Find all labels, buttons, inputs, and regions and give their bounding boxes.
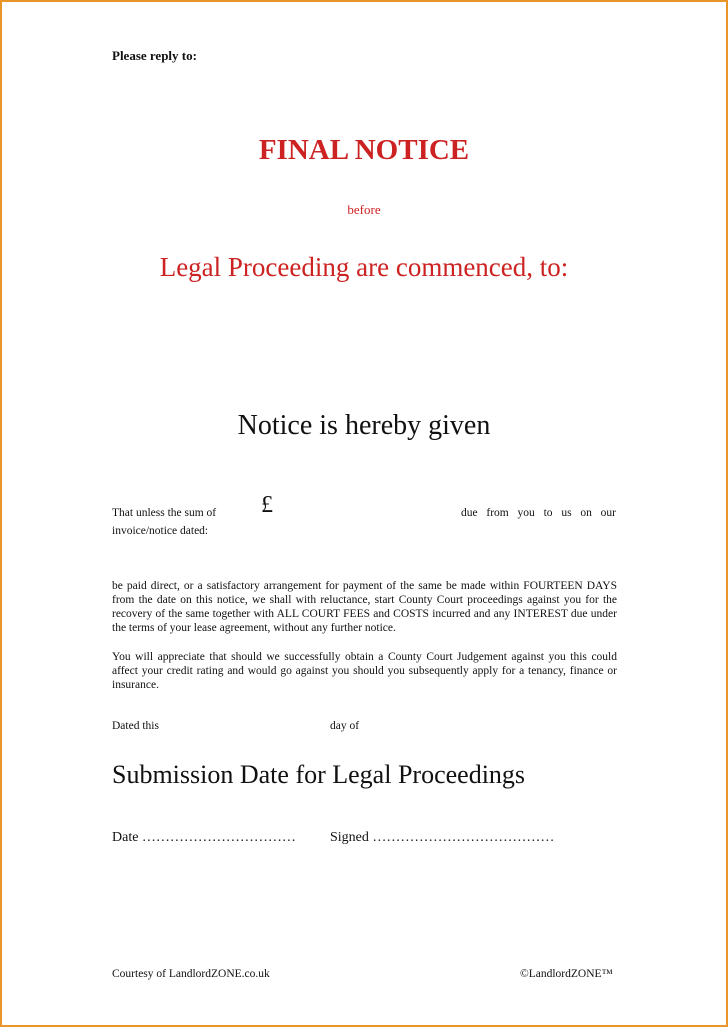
signed-field: Signed …………………………………	[330, 830, 555, 845]
reply-to-label: Please reply to:	[112, 48, 197, 63]
notice-heading: Notice is hereby given	[237, 410, 491, 441]
legal-proceedings-subtitle: Legal Proceeding are commenced, to:	[159, 252, 569, 282]
day-of-label: day of	[330, 720, 360, 732]
sum-label: That unless the sum of	[112, 507, 217, 519]
invoice-text: invoice/notice dated:	[112, 525, 209, 537]
final-notice-title: FINAL NOTICE	[258, 134, 470, 166]
copyright-footer: ©LandlordZONE™	[520, 968, 613, 980]
due-text: due from you to us on our	[461, 507, 616, 519]
dated-this-label: Dated this	[112, 720, 159, 732]
before-text: before	[347, 202, 381, 217]
submission-heading: Submission Date for Legal Proceedings	[112, 760, 526, 789]
courtesy-footer: Courtesy of LandlordZONE.co.uk	[112, 968, 270, 980]
pound-sign: £	[261, 492, 273, 518]
date-field: Date ……………………………	[112, 830, 296, 845]
payment-paragraph: be paid direct, or a satisfactory arrangement for payment of the same be made within FOURTEEN DAYS from the date on this notice, we shall with reluctance, start County Court proceedings against you for the recovery of the same together with ALL COURT FEES and COSTS incurred and any INTEREST due under the terms of your lease agreement, without any further notice.	[112, 580, 617, 634]
credit-rating-paragraph: You will appreciate that should we successfully obtain a County Court Judgement against you this could affect your credit rating and would go against you should you subsequently apply for a tenancy, finance or insurance.	[112, 651, 617, 691]
